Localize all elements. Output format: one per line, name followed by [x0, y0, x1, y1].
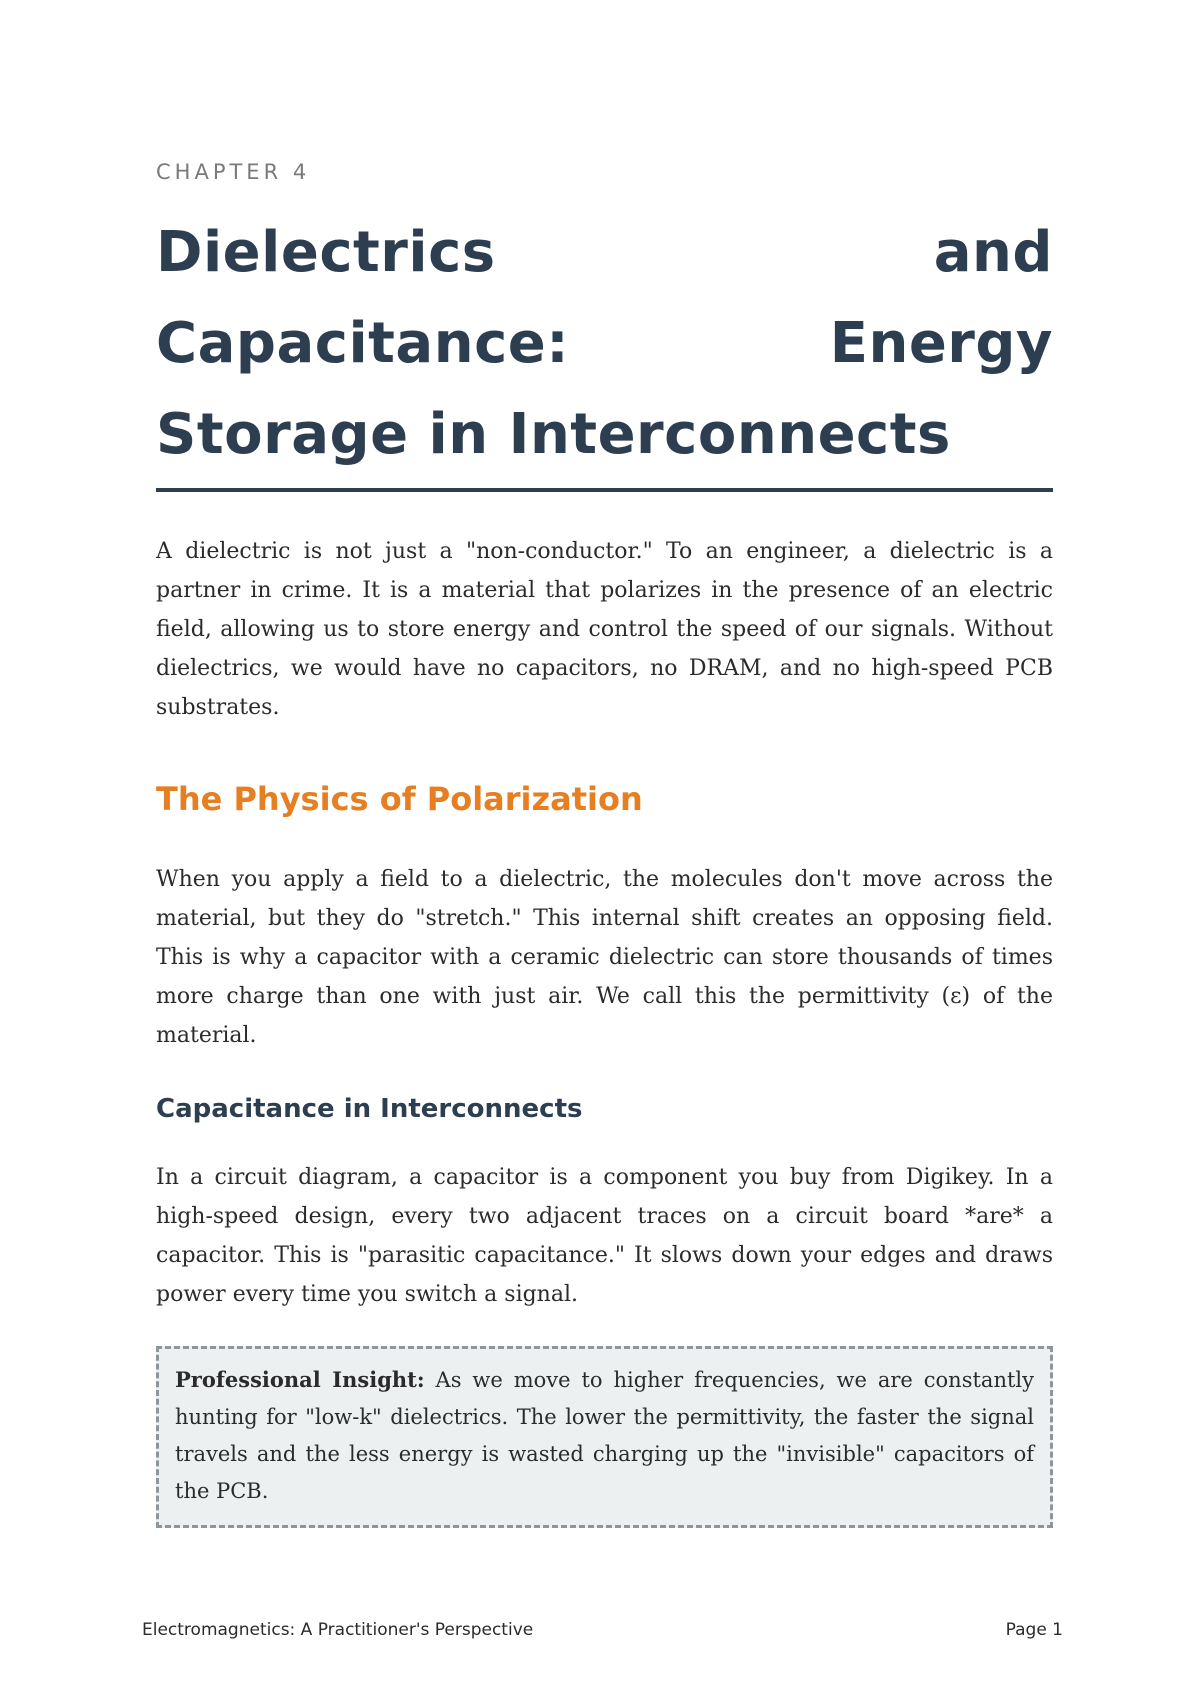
callout-label: Professional Insight:: [175, 1367, 425, 1392]
section-heading: The Physics of Polarization: [156, 780, 643, 818]
subsection-paragraph: In a circuit diagram, a capacitor is a component you buy from Digikey. In a high-speed design, every two adjacent traces on a circuit board *are* a capacitor. This is "parasitic capacitance." It slows down your edges and draws power every time you switch a signal.: [156, 1165, 1053, 1307]
title-divider: [156, 488, 1053, 492]
chapter-label: CHAPTER 4: [156, 160, 311, 184]
chapter-title: Dielectrics and Capacitance: Energy Storage in Interconnects: [156, 220, 1053, 467]
intro-paragraph: A dielectric is not just a "non-conductor." To an engineer, a dielectric is a partner in crime. It is a material that polarizes in the presence of an electric field, allowing us to store energy and control the speed of our signals. Without dielectrics, we would have no capacitors, no DRAM, and no high-speed PCB substrates.: [156, 539, 1053, 720]
callout-body: As we move to higher frequencies, we are constantly hunting for "low-k" dielectrics. The lower the permittivity, the faster the signal travels and the less energy is wasted charging up the "invisible" capacitors of the PCB.: [175, 1368, 1034, 1503]
insight-callout: [156, 1346, 1053, 1528]
section-paragraph: When you apply a field to a dielectric, the molecules don't move across the material, but they do "stretch." This internal shift creates an opposing field. This is why a capacitor with a ceramic dielectric can store thousands of times more charge than one with just air. We call this the permittivity (ε) of the material.: [156, 867, 1053, 1048]
footer-book-title: Electromagnetics: A Practitioner's Perspective: [142, 1620, 534, 1640]
subsection-heading: Capacitance in Interconnects: [156, 1094, 583, 1124]
callout-text: [175, 1361, 1034, 1510]
footer-page-number: Page 1: [1005, 1620, 1063, 1640]
